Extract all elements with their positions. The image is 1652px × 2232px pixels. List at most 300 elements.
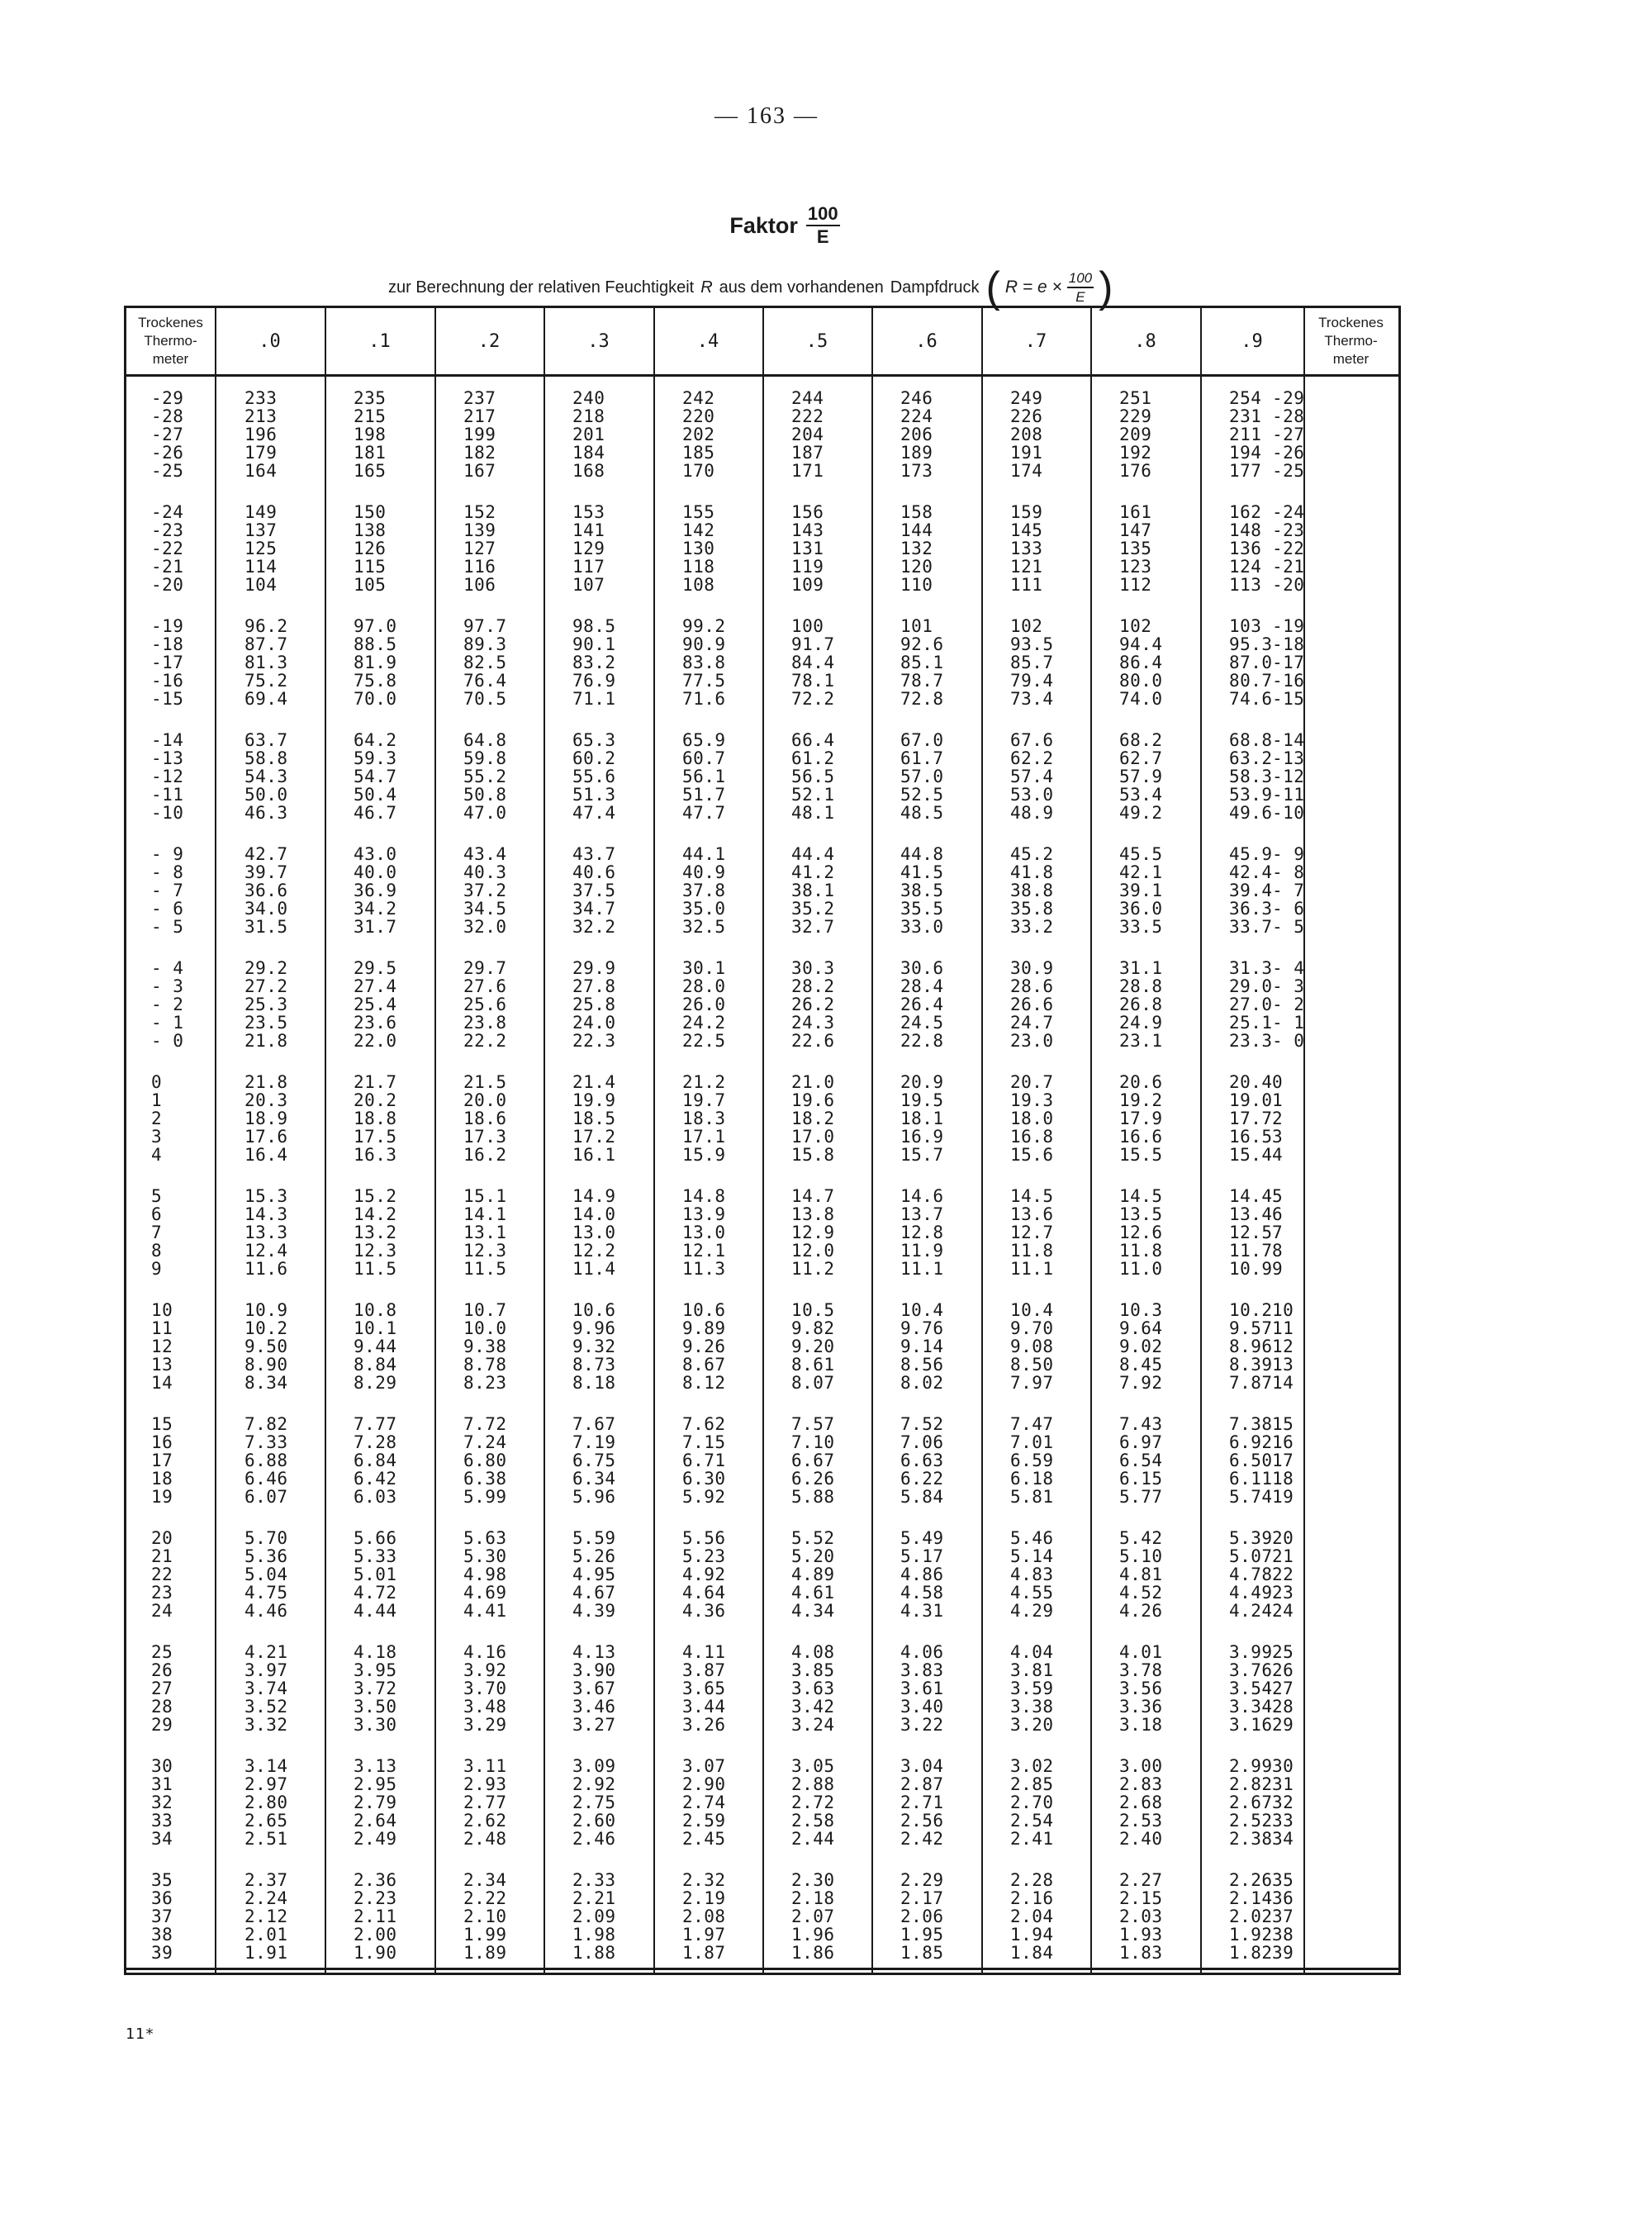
factor-cell: 136: [1229, 539, 1262, 558]
factor-cell: 46.3: [244, 803, 288, 823]
factor-cell: 45.5: [1119, 844, 1163, 864]
factor-cell: 2.58: [791, 1811, 835, 1831]
table-row: [126, 503, 1398, 521]
factor-cell: 2.02: [1229, 1907, 1273, 1926]
temperature-right: -22: [1272, 539, 1305, 558]
temperature-left: 23: [151, 1583, 173, 1603]
factor-cell: 152: [463, 502, 496, 522]
factor-cell: 85.1: [900, 653, 944, 672]
factor-cell: 11.6: [244, 1259, 288, 1279]
factor-cell: 27.8: [572, 976, 616, 996]
factor-cell: 13.0: [572, 1223, 616, 1242]
factor-cell: 196: [244, 425, 278, 444]
factor-cell: 34.7: [572, 899, 616, 919]
factor-cell: 11.0: [1119, 1259, 1163, 1279]
table-row: [126, 1260, 1398, 1278]
factor-cell: 2.30: [791, 1870, 835, 1890]
factor-cell: 170: [682, 461, 715, 481]
table-row: [126, 1889, 1398, 1907]
table-row: [126, 863, 1398, 881]
factor-cell: 6.84: [354, 1451, 397, 1470]
temperature-left: 5: [151, 1186, 163, 1206]
temperature-left: -25: [151, 461, 184, 481]
row-group: [126, 1643, 1398, 1734]
humidity-factor-table: [124, 306, 1401, 1975]
factor-cell: 7.01: [1010, 1432, 1054, 1452]
factor-cell: 4.78: [1229, 1565, 1273, 1584]
factor-cell: 15.5: [1119, 1145, 1163, 1165]
factor-cell: 87.7: [244, 634, 288, 654]
temperature-left: -11: [151, 785, 184, 805]
factor-cell: 2.68: [1119, 1793, 1163, 1812]
factor-cell: 2.54: [1010, 1811, 1054, 1831]
factor-cell: 10.0: [463, 1318, 507, 1338]
factor-cell: 90.1: [572, 634, 616, 654]
factor-cell: 30.6: [900, 958, 944, 978]
table-row: [126, 1698, 1398, 1716]
temperature-right: 35: [1272, 1870, 1294, 1890]
factor-cell: 8.23: [463, 1373, 507, 1393]
factor-cell: 3.85: [791, 1660, 835, 1680]
factor-cell: 9.02: [1119, 1337, 1163, 1356]
factor-cell: 55.2: [463, 767, 507, 786]
factor-cell: 21.8: [244, 1072, 288, 1092]
factor-cell: 3.72: [354, 1679, 397, 1698]
factor-cell: 2.41: [1010, 1829, 1054, 1849]
factor-cell: 1.98: [572, 1925, 616, 1945]
table-row: [126, 635, 1398, 653]
temperature-left: 12: [151, 1337, 173, 1356]
factor-cell: 11.5: [354, 1259, 397, 1279]
factor-cell: 4.18: [354, 1642, 397, 1662]
factor-cell: 5.49: [900, 1528, 944, 1548]
factor-cell: 2.17: [900, 1888, 944, 1908]
factor-cell: 7.52: [900, 1414, 944, 1434]
factor-cell: 53.0: [1010, 785, 1054, 805]
factor-cell: 14.6: [900, 1186, 944, 1206]
factor-cell: 15.7: [900, 1145, 944, 1165]
factor-cell: 119: [791, 557, 824, 577]
table-row: [126, 1451, 1398, 1470]
factor-cell: 2.18: [791, 1888, 835, 1908]
factor-cell: 2.23: [354, 1888, 397, 1908]
factor-cell: 4.01: [1119, 1642, 1163, 1662]
temperature-right: -23: [1272, 520, 1305, 540]
factor-cell: 93.5: [1010, 634, 1054, 654]
factor-cell: 2.53: [1119, 1811, 1163, 1831]
factor-cell: 15.6: [1010, 1145, 1054, 1165]
factor-cell: 14.3: [244, 1204, 288, 1224]
factor-cell: 2.93: [463, 1774, 507, 1794]
factor-cell: 2.79: [354, 1793, 397, 1812]
factor-cell: 24.0: [572, 1013, 616, 1033]
factor-cell: 206: [900, 425, 933, 444]
factor-cell: 57.0: [900, 767, 944, 786]
factor-cell: 2.08: [682, 1907, 726, 1926]
factor-cell: 9.38: [463, 1337, 507, 1356]
temperature-left: -18: [151, 634, 184, 654]
factor-cell: 6.11: [1229, 1469, 1273, 1489]
factor-cell: 7.06: [900, 1432, 944, 1452]
factor-cell: 7.24: [463, 1432, 507, 1452]
factor-cell: 2.90: [682, 1774, 726, 1794]
table-row: [126, 1584, 1398, 1602]
factor-cell: 229: [1119, 406, 1152, 426]
factor-cell: 8.34: [244, 1373, 288, 1393]
factor-cell: 12.1: [682, 1241, 726, 1261]
factor-cell: 191: [1010, 443, 1043, 463]
factor-cell: 59.3: [354, 748, 397, 768]
signature-mark: 11*: [126, 2025, 155, 2043]
factor-cell: 135: [1119, 539, 1152, 558]
factor-cell: 7.57: [791, 1414, 835, 1434]
factor-cell: 8.07: [791, 1373, 835, 1393]
factor-cell: 1.92: [1229, 1925, 1273, 1945]
factor-cell: 35.2: [791, 899, 835, 919]
factor-cell: 215: [354, 406, 387, 426]
table-row: [126, 1871, 1398, 1889]
factor-cell: 12.8: [900, 1223, 944, 1242]
temperature-right: - 7: [1272, 881, 1305, 900]
factor-cell: 21.2: [682, 1072, 726, 1092]
factor-cell: 184: [572, 443, 605, 463]
factor-cell: 35.8: [1010, 899, 1054, 919]
factor-cell: 11.1: [900, 1259, 944, 1279]
factor-cell: 9.14: [900, 1337, 944, 1356]
factor-cell: 156: [791, 502, 824, 522]
factor-cell: 5.66: [354, 1528, 397, 1548]
factor-cell: 3.24: [791, 1715, 835, 1735]
factor-cell: 251: [1119, 388, 1152, 408]
page-number: — 163 —: [714, 103, 819, 129]
factor-cell: 8.12: [682, 1373, 726, 1393]
factor-cell: 10.3: [1119, 1300, 1163, 1320]
factor-cell: 4.41: [463, 1601, 507, 1621]
header-rule: [126, 374, 1398, 377]
factor-cell: 69.4: [244, 689, 288, 709]
factor-cell: 3.22: [900, 1715, 944, 1735]
factor-cell: 167: [463, 461, 496, 481]
table-row: [126, 1793, 1398, 1812]
temperature-left: - 4: [151, 958, 184, 978]
factor-cell: 18.5: [572, 1109, 616, 1128]
factor-cell: 2.75: [572, 1793, 616, 1812]
table-row: [126, 1146, 1398, 1164]
factor-cell: 1.89: [463, 1943, 507, 1963]
factor-cell: 103: [1229, 616, 1262, 636]
temperature-left: 4: [151, 1145, 163, 1165]
factor-cell: 44.1: [682, 844, 726, 864]
temperature-left: 33: [151, 1811, 173, 1831]
factor-cell: 50.0: [244, 785, 288, 805]
factor-cell: 19.2: [1119, 1090, 1163, 1110]
factor-cell: 35.5: [900, 899, 944, 919]
factor-cell: 3.40: [900, 1697, 944, 1717]
subheading-formula: ( R = e × $\frac{100}{E}$ ): [985, 264, 1113, 311]
factor-cell: 2.52: [1229, 1811, 1273, 1831]
factor-cell: 10.8: [354, 1300, 397, 1320]
factor-cell: 2.16: [1010, 1888, 1054, 1908]
table-row: [126, 462, 1398, 480]
temperature-left: 11: [151, 1318, 173, 1338]
factor-cell: 2.37: [244, 1870, 288, 1890]
factor-cell: 7.28: [354, 1432, 397, 1452]
temperature-left: 27: [151, 1679, 173, 1698]
factor-cell: 43.4: [463, 844, 507, 864]
factor-cell: 5.42: [1119, 1528, 1163, 1548]
factor-cell: 75.8: [354, 671, 397, 691]
table-row: [126, 1812, 1398, 1830]
table-row: [126, 749, 1398, 767]
factor-cell: 13.6: [1010, 1204, 1054, 1224]
factor-cell: 4.58: [900, 1583, 944, 1603]
factor-cell: 40.0: [354, 862, 397, 882]
subheading-text: zur Berechnung der relativen Feuchtigkeit: [388, 278, 695, 297]
factor-cell: 3.11: [463, 1756, 507, 1776]
factor-cell: 2.10: [463, 1907, 507, 1926]
factor-cell: 3.61: [900, 1679, 944, 1698]
table-row: [126, 576, 1398, 594]
factor-cell: 26.2: [791, 995, 835, 1014]
factor-cell: 64.8: [463, 730, 507, 750]
temperature-right: 36: [1272, 1888, 1294, 1908]
factor-cell: 84.4: [791, 653, 835, 672]
factor-cell: 22.6: [791, 1031, 835, 1051]
table-row: [126, 977, 1398, 995]
factor-cell: 4.36: [682, 1601, 726, 1621]
factor-cell: 59.8: [463, 748, 507, 768]
factor-cell: 3.30: [354, 1715, 397, 1735]
factor-cell: 7.72: [463, 1414, 507, 1434]
factor-cell: 52.5: [900, 785, 944, 805]
factor-cell: 7.77: [354, 1414, 397, 1434]
temperature-right: - 6: [1272, 899, 1305, 919]
factor-cell: 13.4: [1229, 1204, 1273, 1224]
temperature-left: -26: [151, 443, 184, 463]
factor-cell: 54.3: [244, 767, 288, 786]
factor-cell: 1.86: [791, 1943, 835, 1963]
table-bottom-rule: [124, 1968, 1401, 1970]
factor-cell: 6.92: [1229, 1432, 1273, 1452]
factor-cell: 2.60: [572, 1811, 616, 1831]
factor-cell: 30.3: [791, 958, 835, 978]
table-row: [126, 1757, 1398, 1775]
factor-cell: 2.00: [354, 1925, 397, 1945]
factor-cell: 4.08: [791, 1642, 835, 1662]
factor-cell: 35.0: [682, 899, 726, 919]
table-heading: [702, 205, 867, 246]
factor-cell: 107: [572, 575, 605, 595]
factor-cell: 37.8: [682, 881, 726, 900]
factor-cell: 41.8: [1010, 862, 1054, 882]
factor-cell: 3.07: [682, 1756, 726, 1776]
factor-cell: 3.56: [1119, 1679, 1163, 1698]
factor-cell: 9.82: [791, 1318, 835, 1338]
row-group: [126, 845, 1398, 936]
temperature-left: 20: [151, 1528, 173, 1548]
factor-cell: 7.33: [244, 1432, 288, 1452]
factor-cell: 8.02: [900, 1373, 944, 1393]
table-row: [126, 407, 1398, 425]
factor-cell: 2.62: [463, 1811, 507, 1831]
factor-cell: 162: [1229, 502, 1262, 522]
factor-cell: 11.3: [682, 1259, 726, 1279]
factor-cell: 47.0: [463, 803, 507, 823]
factor-cell: 115: [354, 557, 387, 577]
factor-cell: 11.4: [572, 1259, 616, 1279]
temperature-left: -29: [151, 388, 184, 408]
factor-cell: 161: [1119, 502, 1152, 522]
temperature-left: 37: [151, 1907, 173, 1926]
factor-cell: 159: [1010, 502, 1043, 522]
factor-cell: 14.9: [572, 1186, 616, 1206]
factor-cell: 58.3: [1229, 767, 1273, 786]
factor-cell: 17.2: [572, 1127, 616, 1147]
factor-cell: 2.48: [463, 1829, 507, 1849]
temperature-left: -15: [151, 689, 184, 709]
factor-cell: 3.78: [1119, 1660, 1163, 1680]
temperature-right: -10: [1272, 803, 1305, 823]
table-row: [126, 558, 1398, 576]
factor-cell: 127: [463, 539, 496, 558]
factor-cell: 75.2: [244, 671, 288, 691]
table-row: [126, 653, 1398, 672]
factor-cell: 100: [791, 616, 824, 636]
factor-cell: 62.7: [1119, 748, 1163, 768]
factor-cell: 42.1: [1119, 862, 1163, 882]
factor-cell: 3.34: [1229, 1697, 1273, 1717]
factor-cell: 25.8: [572, 995, 616, 1014]
factor-cell: 4.04: [1010, 1642, 1054, 1662]
factor-cell: 1.96: [791, 1925, 835, 1945]
table-row: [126, 389, 1398, 407]
table-row: [126, 1643, 1398, 1661]
factor-cell: 7.62: [682, 1414, 726, 1434]
factor-cell: 102: [1119, 616, 1152, 636]
temperature-right: 4: [1272, 1145, 1284, 1165]
factor-cell: 6.38: [463, 1469, 507, 1489]
factor-cell: 2.99: [1229, 1756, 1273, 1776]
factor-cell: 76.4: [463, 671, 507, 691]
factor-cell: 7.10: [791, 1432, 835, 1452]
table-row: [126, 995, 1398, 1014]
factor-cell: 68.2: [1119, 730, 1163, 750]
factor-cell: 240: [572, 388, 605, 408]
factor-cell: 2.03: [1119, 1907, 1163, 1926]
factor-cell: 2.12: [244, 1907, 288, 1926]
factor-cell: 6.42: [354, 1469, 397, 1489]
factor-cell: 4.75: [244, 1583, 288, 1603]
factor-cell: 2.04: [1010, 1907, 1054, 1926]
factor-cell: 18.0: [1010, 1109, 1054, 1128]
factor-cell: 18.8: [354, 1109, 397, 1128]
factor-cell: 2.92: [572, 1774, 616, 1794]
factor-cell: 36.3: [1229, 899, 1273, 919]
factor-cell: 192: [1119, 443, 1152, 463]
factor-cell: 8.96: [1229, 1337, 1273, 1356]
factor-cell: 81.9: [354, 653, 397, 672]
factor-cell: 27.4: [354, 976, 397, 996]
table-row: [126, 1242, 1398, 1260]
factor-cell: 54.7: [354, 767, 397, 786]
table-row: [126, 1091, 1398, 1109]
factor-cell: 1.84: [1010, 1943, 1054, 1963]
temperature-right: -21: [1272, 557, 1305, 577]
table-row: [126, 1109, 1398, 1128]
factor-cell: 12.3: [354, 1241, 397, 1261]
factor-cell: 29.7: [463, 958, 507, 978]
factor-cell: 1.88: [572, 1943, 616, 1963]
factor-cell: 2.14: [1229, 1888, 1273, 1908]
factor-cell: 5.63: [463, 1528, 507, 1548]
row-group: [126, 731, 1398, 822]
factor-cell: 23.5: [244, 1013, 288, 1033]
temperature-left: - 5: [151, 917, 184, 937]
factor-cell: 25.4: [354, 995, 397, 1014]
temperature-right: 17: [1272, 1451, 1294, 1470]
factor-cell: 2.82: [1229, 1774, 1273, 1794]
factor-cell: 85.7: [1010, 653, 1054, 672]
factor-cell: 25.3: [244, 995, 288, 1014]
factor-cell: 27.6: [463, 976, 507, 996]
temperature-left: -27: [151, 425, 184, 444]
temperature-left: 6: [151, 1204, 163, 1224]
temperature-left: -22: [151, 539, 184, 558]
formula-prefix: R = e ×: [1004, 278, 1062, 297]
table-row: [126, 690, 1398, 708]
factor-cell: 71.1: [572, 689, 616, 709]
factor-cell: 74.6: [1229, 689, 1273, 709]
temperature-right: 20: [1272, 1528, 1294, 1548]
factor-cell: 70.5: [463, 689, 507, 709]
table-row: [126, 1014, 1398, 1032]
factor-cell: 2.64: [354, 1811, 397, 1831]
header-right-thermometer: Trockenes Thermo- meter: [1318, 315, 1384, 367]
factor-cell: 3.00: [1119, 1756, 1163, 1776]
factor-cell: 3.54: [1229, 1679, 1273, 1698]
factor-cell: 3.50: [354, 1697, 397, 1717]
factor-cell: 231: [1229, 406, 1262, 426]
factor-cell: 49.6: [1229, 803, 1273, 823]
factor-cell: 10.5: [791, 1300, 835, 1320]
row-group: [126, 1529, 1398, 1620]
factor-cell: 5.14: [1010, 1546, 1054, 1566]
temperature-right: 26: [1272, 1660, 1294, 1680]
factor-cell: 16.5: [1229, 1127, 1273, 1147]
factor-cell: 5.59: [572, 1528, 616, 1548]
factor-cell: 96.2: [244, 616, 288, 636]
column-header: .3: [587, 330, 610, 352]
table-row: [126, 672, 1398, 690]
factor-cell: 4.86: [900, 1565, 944, 1584]
table-row: [126, 1032, 1398, 1050]
factor-cell: 77.5: [682, 671, 726, 691]
factor-cell: 3.16: [1229, 1715, 1273, 1735]
factor-cell: 16.3: [354, 1145, 397, 1165]
factor-cell: 27.0: [1229, 995, 1273, 1014]
factor-cell: 13.9: [682, 1204, 726, 1224]
temperature-left: 36: [151, 1888, 173, 1908]
factor-cell: 4.95: [572, 1565, 616, 1584]
factor-cell: 49.2: [1119, 803, 1163, 823]
factor-cell: 5.70: [244, 1528, 288, 1548]
column-header: .8: [1134, 330, 1156, 352]
factor-cell: 1.93: [1119, 1925, 1163, 1945]
factor-cell: 43.7: [572, 844, 616, 864]
factor-cell: 13.3: [244, 1223, 288, 1242]
table-row: [126, 1488, 1398, 1506]
table-row: [126, 1716, 1398, 1734]
